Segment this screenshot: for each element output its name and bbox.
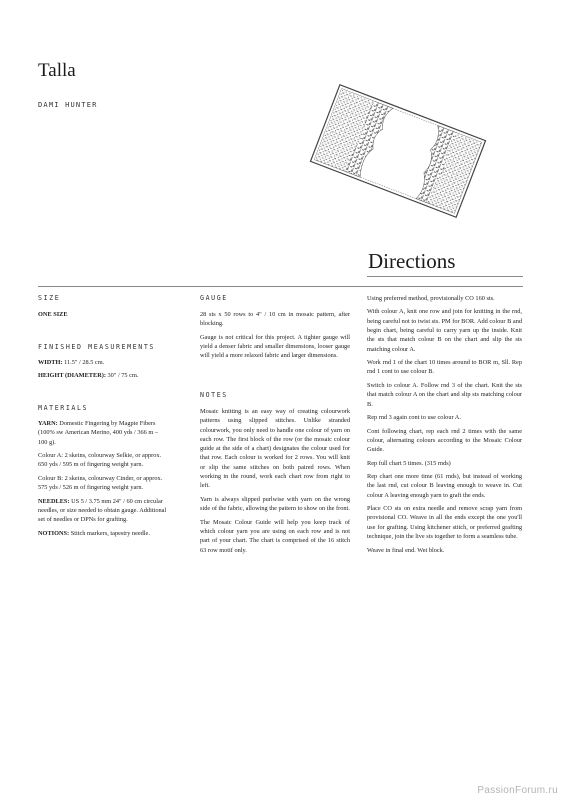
header-rule — [38, 286, 523, 287]
direction-step: Weave in final end. Wet block. — [367, 546, 445, 554]
direction-step: With colour A, knit one row and join for knitting in the rnd, being careful not to twist sts. PM for BOR. Add colour B and begin chart, being careful to carry yarn up the inside. Knit the sts that match colour B on the chart and slip the sts matching colour A. — [367, 308, 522, 353]
direction-step: Rep rnd 3 again cont to use colour A. — [367, 414, 461, 422]
colour-a-spec: Colour A: 2 skeins, colourway Selkie, or approx. 650 yds / 595 m of fingering weight yarn. — [38, 452, 162, 469]
notes-text: Mosaic knitting is an easy way of creating colourwork patterns using slipped stitches. Unlike stranded colourwork, you only need to handle one colour of yarn on each row. The first block of the row (or the mosaic colour guide at the side of a chart) designates the colour used for that row. Each colour is worked for 2 rows. You will knit or slip the same stitches on both paired rows. When working in the round, work each chart row from right to left. Yarn is always slipped purlwise with yarn on the wrong side of the fabric, allowing the pattern to show on the front. The Mosaic Colour Guide will help you keep track of which colour yarn you are using on each row and is not part of your chart. The chart is comprised of the 16 stitch 63 row motif only. — [200, 408, 350, 554]
finished-measurements-heading: FINISHED MEASUREMENTS — [38, 343, 155, 351]
directions-underline — [367, 276, 523, 277]
notions-spec: NOTIONS: Stitch markers, tapestry needle. — [38, 529, 150, 537]
direction-step: Switch to colour A. Follow rnd 3 of the chart. Knit the sts that match colour A on the chart and slip sts matching colour B. — [367, 381, 522, 408]
direction-step: Place CO sts on extra needle and remove scrap yarn from provisional CO. Weave in all the ends except the one you'll use for grafting. Using kitchener stitch, or preferred grafting technique, join the live sts together to form a seamless tube. — [367, 505, 522, 541]
direction-step: Cont following chart, rep each rnd 2 times with the same colour, alternating colours according to the Mosaic Colour Guide. — [367, 427, 522, 454]
yarn-spec: YARN: Domestic Fingering by Magpie Fibers (100% sw American Merino, 400 yds / 366 m – 100 g). — [38, 420, 158, 446]
direction-step: Rep chart one more time (61 rnds), but instead of working the last rnd, cut colour B leaving enough to weave in. Cut colour A leaving enough yarn to graft the ends. — [367, 473, 522, 499]
direction-step: Using preferred method, provisionally CO 160 sts. — [367, 295, 495, 302]
size-value: ONE SIZE — [38, 311, 68, 318]
needles-spec: NEEDLES: US 5 / 3.75 mm 24" / 60 cm circular needles, or size needed to obtain gauge. Additional set of needles or DPNs for grafting. — [38, 497, 167, 524]
size-heading: SIZE — [38, 294, 61, 302]
pattern-title: Talla — [38, 60, 76, 81]
gauge-text: 28 sts x 50 rows to 4" / 10 cm in mosaic pattern, after blocking. Gauge is not critical for this project. A tighter gauge will yield a denser fabric and smaller dimensions, looser gauge will yield a more relaxed fabric and larger dimensions. — [200, 311, 350, 360]
gauge-heading: GAUGE — [200, 294, 228, 302]
direction-step: Work rnd 1 of the chart 10 times around to BOR m, Sll. Rep rnd 1 cont to use colour B. — [367, 359, 522, 376]
directions-heading: Directions — [368, 249, 456, 273]
colour-b-spec: Colour B: 2 skeins, colourway Cinder, or approx. 575 yds / 526 m of fingering weight yarn. — [38, 474, 163, 492]
materials-list — [38, 419, 168, 542]
direction-step: Rep full chart 5 times. (315 rnds) — [367, 459, 451, 467]
notes-heading: NOTES — [200, 391, 228, 399]
materials-heading: MATERIALS — [38, 404, 89, 412]
directions-steps — [367, 294, 522, 559]
finished-measurements: WIDTH: 11.5" / 28.5 cm. HEIGHT (DIAMETER): 30" / 75 cm. — [38, 359, 139, 380]
cowl-illustration — [306, 80, 490, 222]
designer-name: DAMI HUNTER — [38, 101, 98, 109]
site-watermark: PassionForum.ru — [477, 785, 558, 796]
